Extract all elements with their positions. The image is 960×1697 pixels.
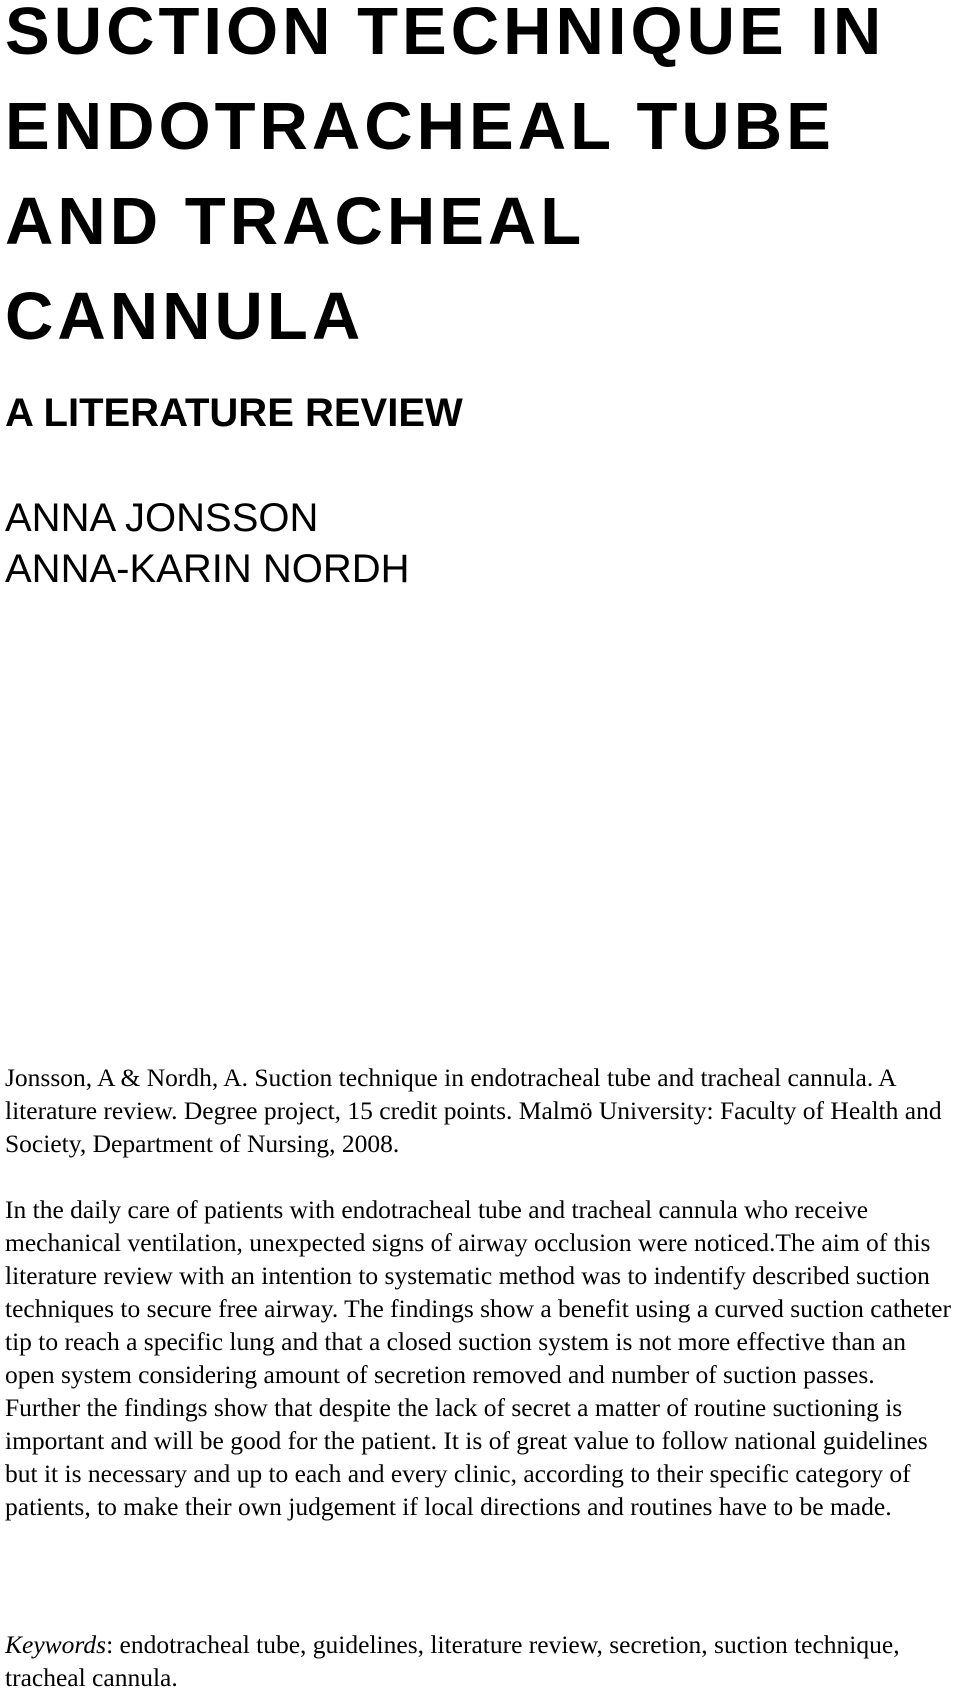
title-line: ENDOTRACHEAL TUBE xyxy=(5,89,835,164)
citation-paragraph: Jonsson, A & Nordh, A. Suction technique in endotracheal tube and tracheal cannula. A literature review. Degree project, 15 credit points. Malmö University: Faculty of Health and Society, Department of Nursing, 2008. xyxy=(5,1063,942,1158)
keywords-separator: : xyxy=(106,1630,120,1659)
author-name: ANNA-KARIN NORDH xyxy=(5,547,410,591)
title-line: AND TRACHEAL xyxy=(5,184,586,259)
title-line: SUCTION TECHNIQUE IN xyxy=(5,0,886,69)
keywords-text: endotracheal tube, guidelines, literature review, secretion, suction technique, tracheal cannula. xyxy=(5,1630,900,1692)
abstract-paragraph: In the daily care of patients with endotracheal tube and tracheal cannula who receive mechanical ventilation, unexpected signs of airway occlusion were noticed.The aim of this literature review with an intention to systematic method was to indentify described suction techniques to secure free airway. The findings show a benefit using a curved suction catheter tip to reach a specific lung and that a closed suction system is not more effective than an open system considering amount of secretion removed and number of suction passes. Further the findings show that despite the lack of secret a matter of routine suctioning is important and will be good for the patient. It is of great value to follow national guidelines but it is necessary and up to each and every clinic, according to their specific category of patients, to make their own judgement if local directions and routines have to be made. xyxy=(5,1195,951,1521)
author-name: ANNA JONSSON xyxy=(5,496,319,540)
title-line: CANNULA xyxy=(5,279,365,354)
subtitle: A LITERATURE REVIEW xyxy=(5,391,463,435)
main-title xyxy=(5,0,955,364)
keywords-paragraph xyxy=(5,1628,955,1694)
author-list xyxy=(5,493,409,595)
keywords-label: Keywords xyxy=(5,1630,107,1659)
